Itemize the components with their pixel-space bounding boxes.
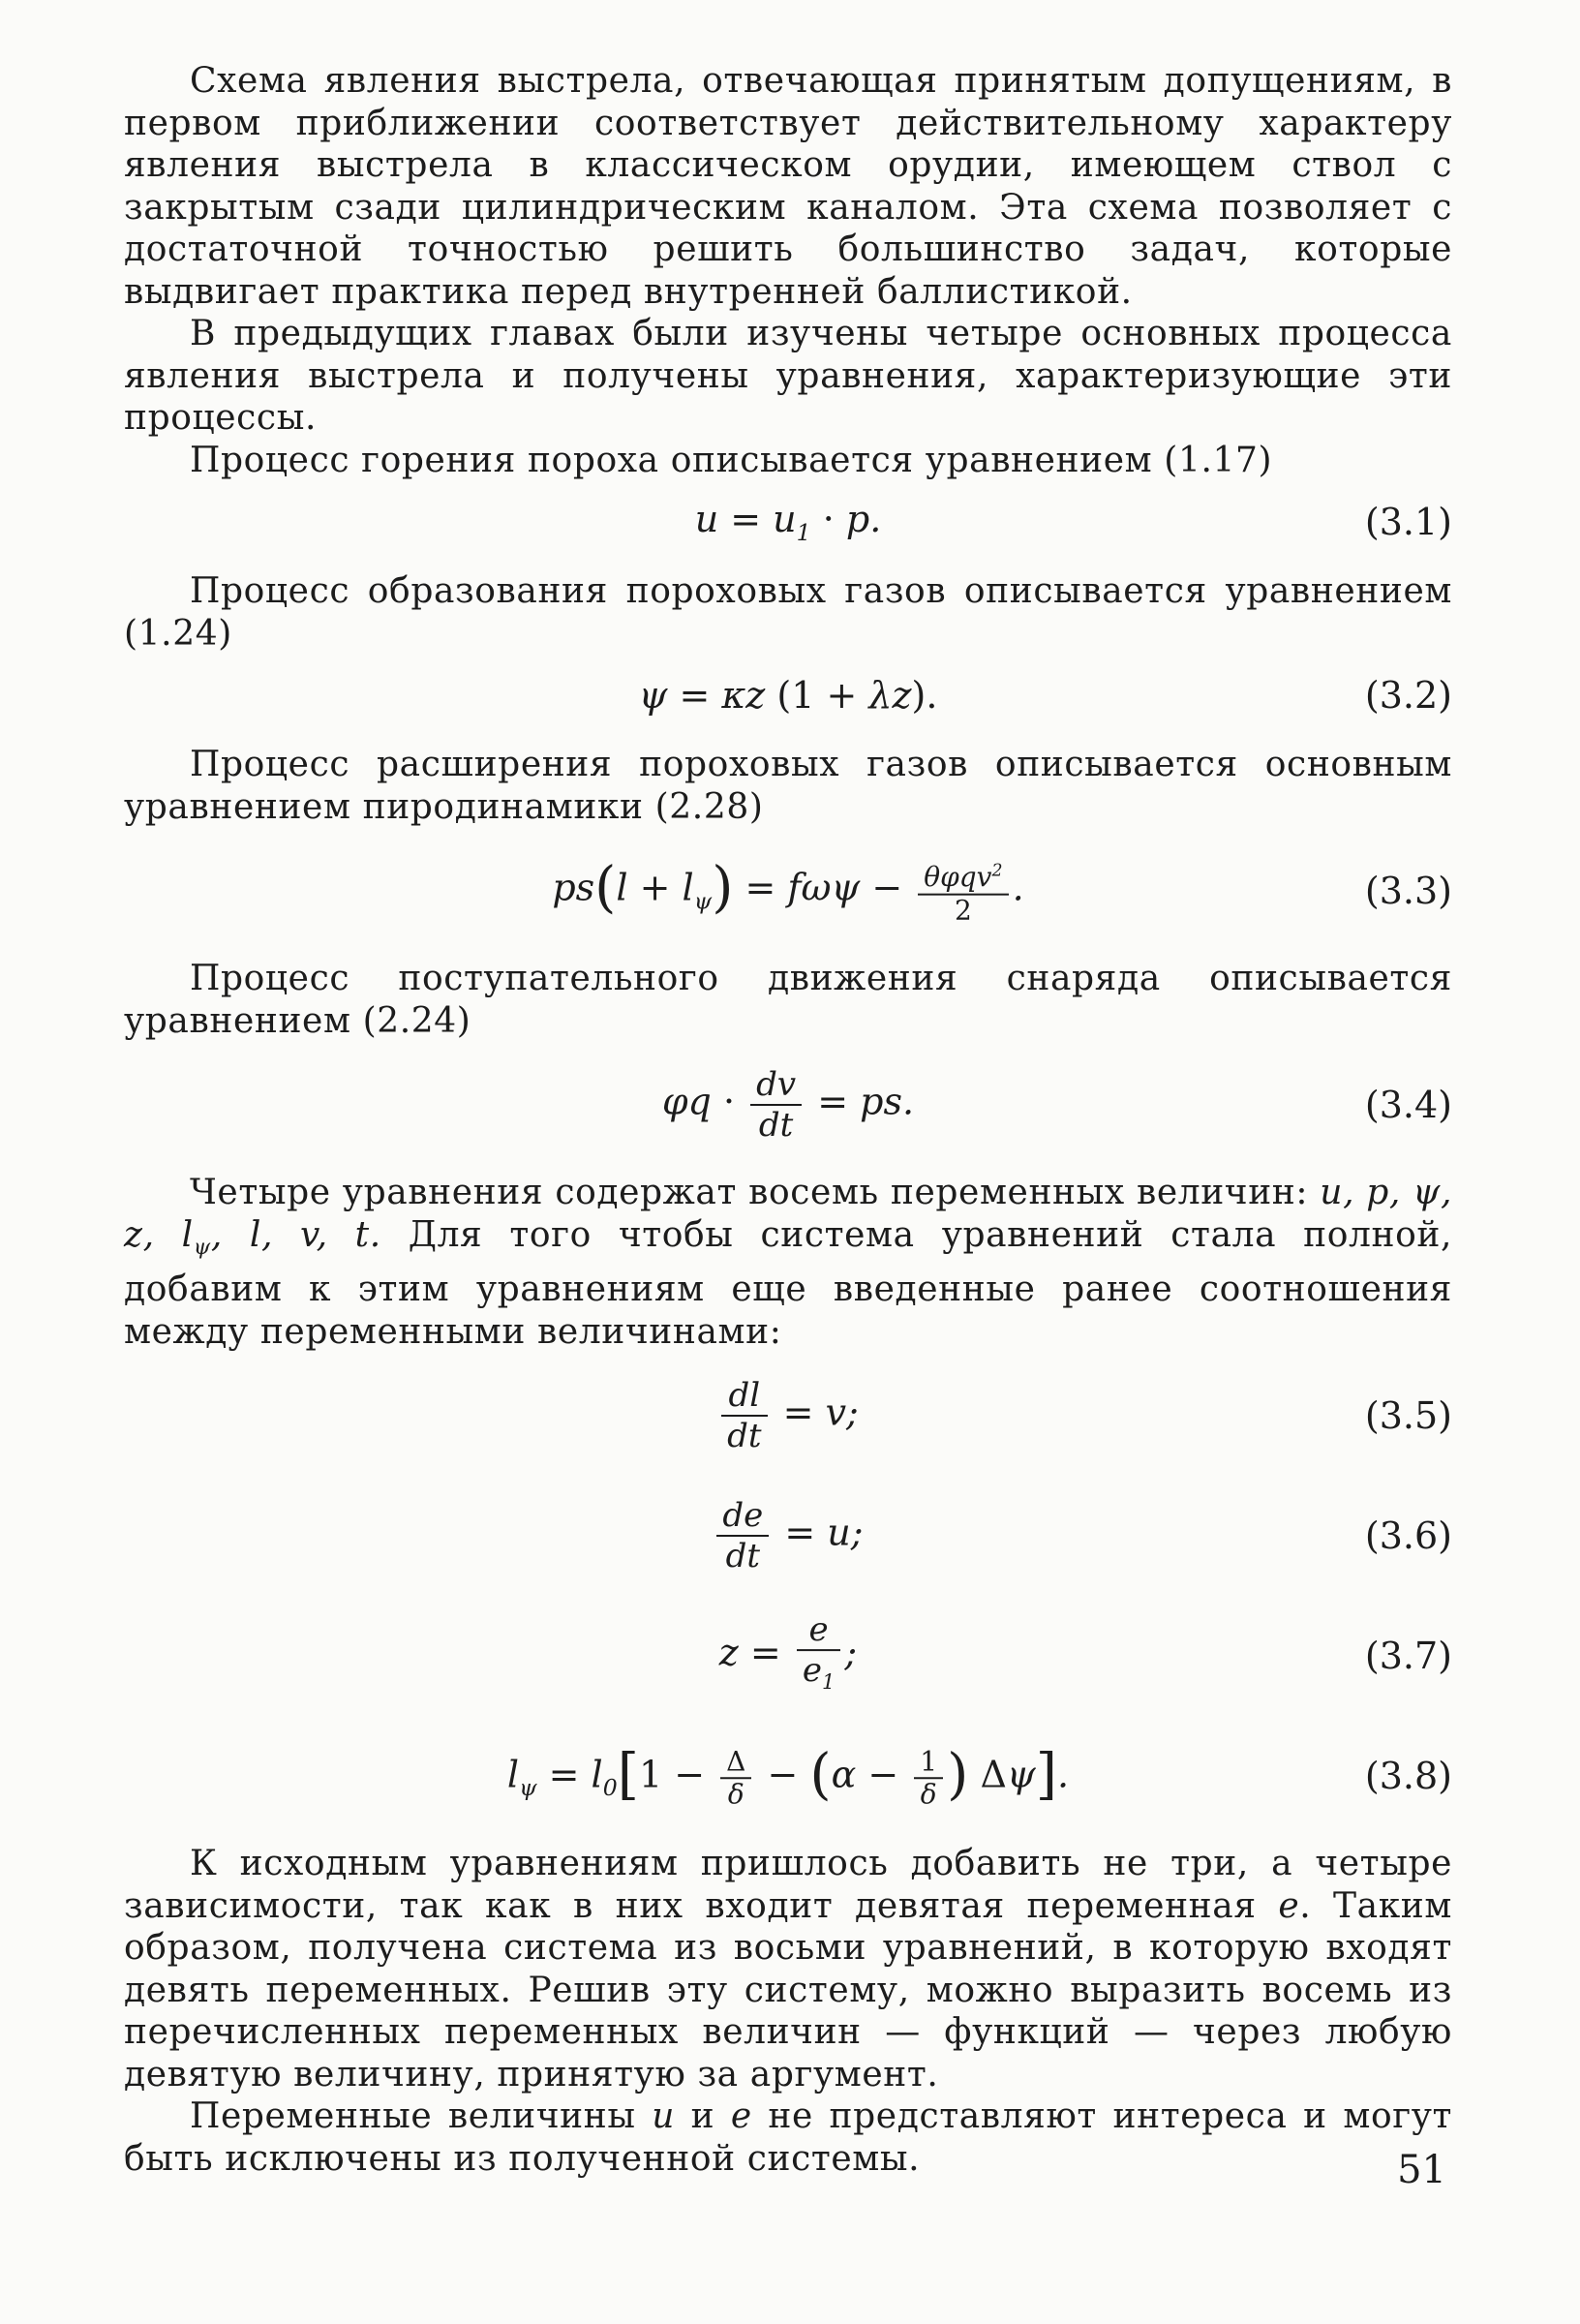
paragraph-2: В предыдущих главах были изучены четыре основных процесса явления выстрела и получены уравнения, характеризующие эти процессы. [124,314,1452,438]
equation-3-5 [124,1362,1452,1469]
paragraph-9-start: Переменные величины [190,2096,653,2137]
paragraph-8 [124,1843,1452,2095]
equation-3-8-formula: $l_\psi = l_0[1$ − $\frac{\Delta}{\delta}$ − (α − $\frac{1}{\delta}$ ) Δψ]. [506,1742,1070,1810]
equation-3-7-label: (3.7) [1364,1635,1452,1678]
paragraph-7-variables: u, p, ψ, z, l [124,1173,1452,1255]
paragraph-9-and: и [675,2096,731,2137]
paragraph-8-end: . Таким образом, получена система из восьми уравнений, в которую входят девять переменных. Решив эту систему, можно выразить восемь из перечисленных переменных величин — функций — через любую девятую величину, принятую за аргумент. [124,1885,1453,2095]
equation-3-3 [124,838,1452,944]
paragraph-9-end: не представляют интереса и могут быть исключены из полученной системы. [124,2096,1452,2179]
page-number: 51 [1397,2148,1446,2192]
paragraph-7-end: Для того чтобы система уравнений стала полной, добавим к этим уравнениям еще введенные ранее соотношения между переменными величинами: [124,1214,1452,1352]
paragraph-7-variables-sub: ψ [193,1234,211,1260]
paragraph-3: Процесс горения пороха описывается уравнением (1.17) [190,440,1273,480]
paragraph-9-variable-u: u [652,2096,676,2137]
paragraph-8-variable-e: e [1278,1885,1300,1926]
paragraph-1: Схема явления выстрела, отвечающая принятым допущениям, в первом приближении соответствует действительному характеру явления выстрела в классическом орудии, имеющем ствол с закрытым сзади цилиндрическим каналом. Эта схема позволяет с достаточной точностью решить большинство задач, которые выдвигает практика перед внутренней баллистикой. [124,61,1452,312]
paragraph-7 [124,1172,1452,1353]
paragraph-7-start: Четыре уравнения содержат восемь переменных величин: [190,1173,1321,1212]
equation-3-2-formula: ψ = κz (1 + λz). [638,674,938,717]
equation-3-8-label: (3.8) [1364,1755,1452,1798]
paragraph-5: Процесс расширения пороховых газов описывается основным уравнением пиродинамики (2.28) [124,745,1452,827]
equation-3-1-formula: $u = u_1 \cdot p$. [694,498,882,546]
equation-3-7-formula: z = $\frac{e}{e_1}$ ; [718,1610,858,1695]
paragraph-4: Процесс образования пороховых газов описывается уравнением (1.24) [124,571,1452,654]
equation-3-6 [124,1483,1452,1589]
equation-3-8 [124,1723,1452,1829]
equation-3-1-label: (3.1) [1364,501,1452,543]
equation-3-5-formula: $\frac{dl}{dt}$ = v; [124,1376,1452,1455]
paragraph-7-variables-rest: , l, v, t. [210,1214,381,1255]
paragraph-6: Процесс поступательного движения снаряда описывается уравнением (2.24) [124,959,1452,1041]
equation-3-6-label: (3.6) [1364,1514,1452,1558]
equation-3-1 [124,487,1452,557]
equation-3-2 [124,660,1452,730]
equation-3-7 [124,1603,1452,1709]
equation-3-2-label: (3.2) [1364,674,1452,717]
equation-3-5-label: (3.5) [1364,1394,1452,1438]
paragraph-8-start: К исходным уравнениям пришлось добавить не три, а четыре зависимости, так как в них входит девятая переменная [124,1844,1452,1926]
equation-3-3-label: (3.3) [1364,870,1452,912]
equation-3-4 [124,1052,1452,1158]
paragraph-9 [124,2095,1452,2180]
paragraph-9-variable-e: e [730,2096,752,2137]
equation-3-3-formula: $ps(l + l_\psi) = f\omega\psi$ − $\frac{\theta\varphi qv^2}{2}$ . [552,855,1024,927]
equation-3-6-formula: $\frac{de}{dt}$ = u; [124,1496,1452,1575]
equation-3-4-label: (3.4) [1364,1084,1452,1126]
equation-3-4-formula: φq · $\frac{dv}{dt}$ = ps. [661,1065,915,1145]
